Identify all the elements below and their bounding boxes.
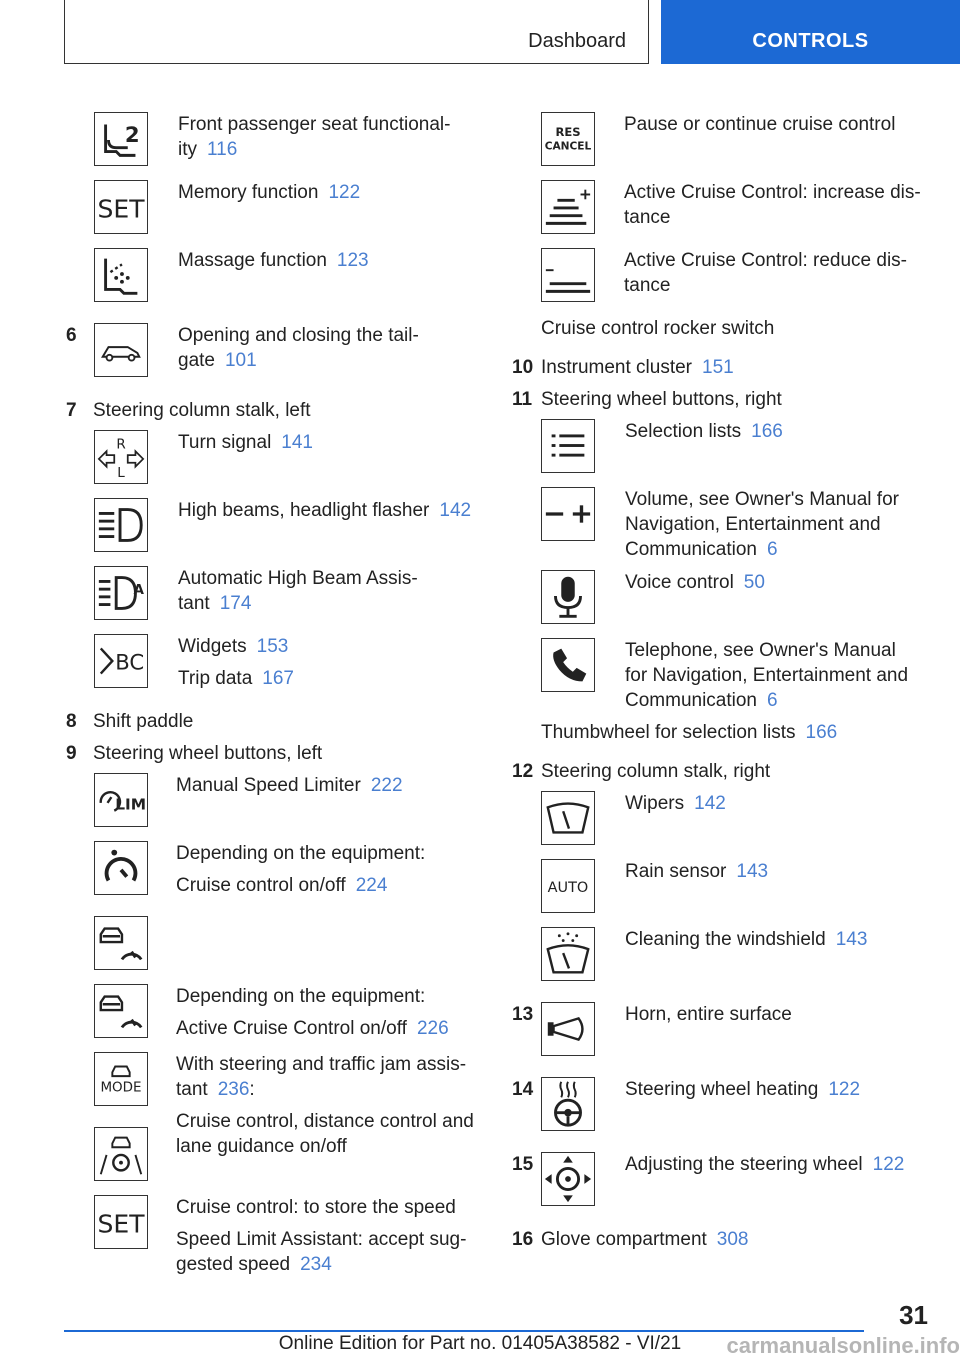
auto-high-beam-label2: tant 174 — [178, 593, 252, 614]
auto-high-beam-label: Automatic High Beam Assis- — [178, 568, 418, 589]
trip-data-label: Trip data 167 — [178, 668, 294, 689]
item-number: 16 — [512, 1229, 534, 1250]
turn-signal-icon — [94, 430, 148, 484]
wiper-icon — [541, 791, 595, 845]
page-ref-link[interactable]: 142 — [439, 500, 472, 521]
page-ref-link[interactable]: 141 — [281, 432, 313, 453]
page-ref-link[interactable]: 142 — [694, 793, 726, 814]
page-ref-link[interactable]: 123 — [336, 250, 369, 271]
page-ref-link[interactable]: 166 — [805, 722, 838, 743]
steering-buttons-left-label: Steering wheel buttons, left — [93, 743, 323, 764]
wheel-adjust-label: Adjusting the steering wheel 122 — [625, 1154, 905, 1175]
acc-label2: Active Cruise Control on/off 226 — [176, 1018, 449, 1039]
page-ref-link[interactable]: 143 — [835, 929, 868, 950]
horn-label: Horn, entire surface — [625, 1004, 792, 1025]
shift-paddle-label: Shift paddle — [93, 711, 194, 732]
res-cancel-icon — [541, 112, 595, 166]
item-number: 11 — [512, 389, 533, 410]
cruise-label: Depending on the equipment: — [176, 843, 426, 864]
seat-passenger-label2: ity 116 — [178, 139, 238, 160]
item-number: 7 — [66, 400, 77, 421]
auto-high-beam-icon — [94, 566, 148, 620]
tailgate-label: Opening and closing the tail- — [178, 325, 419, 346]
set-speed-label3: gested speed 234 — [176, 1254, 332, 1275]
svg-text:L: L — [117, 465, 125, 482]
page-ref-link[interactable]: 122 — [872, 1154, 905, 1175]
wheel-heating-icon — [541, 1077, 595, 1131]
page-ref-link[interactable]: 143 — [736, 861, 769, 882]
item-number: 13 — [512, 1004, 534, 1025]
page-ref-link[interactable]: 122 — [828, 1079, 861, 1100]
voice-label: Voice control 50 — [625, 572, 765, 593]
assist-label2: tant 236: — [176, 1079, 255, 1100]
high-beam-label: High beams, headlight flasher 142 — [178, 500, 472, 521]
acc-icon — [94, 916, 148, 970]
steering-assist-icon — [94, 1127, 148, 1181]
phone-label: Telephone, see Owner's Manual — [625, 640, 896, 661]
page-ref-link[interactable]: 50 — [743, 572, 765, 593]
list-icon — [541, 419, 595, 473]
distance-increase-icon — [541, 180, 595, 234]
item-number: 9 — [66, 743, 77, 764]
svg-text:MODE: MODE — [100, 1079, 142, 1096]
pause-label: Pause or continue cruise control — [624, 114, 896, 135]
rocker-label: Cruise control rocker switch — [541, 318, 775, 339]
edition-text: Online Edition for Part no. 01405A38582 - VI/21 — [278, 1333, 682, 1354]
phone-label3: Communication 6 — [625, 690, 778, 711]
volume-icon — [541, 487, 595, 541]
item-number: 6 — [66, 325, 77, 346]
widgets-label: Widgets 153 — [178, 636, 289, 657]
assist-label4: lane guidance on/off — [176, 1136, 347, 1157]
page-ref-link[interactable]: 226 — [416, 1018, 449, 1039]
tailgate-icon — [94, 323, 148, 377]
item-number: 12 — [512, 761, 534, 782]
page-ref-link[interactable]: 166 — [751, 421, 783, 442]
assist-label3: Cruise control, distance control and — [176, 1111, 474, 1132]
svg-text:A: A — [133, 581, 144, 598]
assist-label: With steering and traffic jam assis- — [176, 1054, 467, 1075]
item-number: 8 — [66, 711, 77, 732]
page-ref-link[interactable]: 101 — [224, 350, 257, 371]
horn-icon — [541, 1002, 595, 1056]
svg-text:SET: SET — [97, 1209, 145, 1239]
turn-signal-label: Turn signal 141 — [178, 432, 313, 453]
tab-controls-label: CONTROLS — [752, 30, 869, 52]
cleaning-label: Cleaning the windshield 143 — [625, 929, 868, 950]
speed-limiter-label: Manual Speed Limiter 222 — [176, 775, 403, 796]
page-ref-link[interactable]: 167 — [262, 668, 294, 689]
page-ref-link[interactable]: 236 — [217, 1079, 250, 1100]
glove-box-label: Glove compartment 308 — [541, 1229, 749, 1250]
volume-label2: Navigation, Entertainment and — [625, 514, 881, 535]
page-ref-link[interactable]: 224 — [355, 875, 388, 896]
page-ref-link[interactable]: 6 — [767, 690, 778, 711]
section-title: Dashboard — [528, 30, 626, 52]
set-icon-2 — [94, 1195, 148, 1249]
rain-sensor-label: Rain sensor 143 — [625, 861, 769, 882]
svg-text:R: R — [116, 436, 126, 453]
stalk-right-label: Steering column stalk, right — [541, 761, 771, 782]
page-ref-link[interactable]: 116 — [207, 139, 238, 160]
bc-icon — [94, 634, 148, 688]
page-ref-link[interactable]: 234 — [300, 1254, 332, 1275]
set-icon — [94, 180, 148, 234]
cluster-label: Instrument cluster 151 — [541, 357, 734, 378]
set-speed-label: Cruise control: to store the speed — [176, 1197, 456, 1218]
item-number: 10 — [512, 357, 534, 378]
watermark: carmanualsonline.info — [726, 1333, 960, 1358]
massage-label: Massage function 123 — [178, 250, 369, 271]
svg-text:SET: SET — [97, 194, 145, 224]
acc-increase-label: Active Cruise Control: increase dis- — [624, 182, 921, 203]
header-box — [64, 0, 649, 64]
page-ref-link[interactable]: 122 — [328, 182, 361, 203]
page-ref-link[interactable]: 151 — [702, 357, 734, 378]
seat-icon — [94, 112, 148, 166]
svg-text:BC: BC — [115, 649, 145, 675]
page-ref-link[interactable]: 6 — [767, 539, 778, 560]
mode-icon — [94, 1052, 148, 1106]
wheel-adjust-icon — [541, 1152, 595, 1206]
speed-limiter-icon — [94, 773, 148, 827]
page-ref-link[interactable]: 174 — [219, 593, 252, 614]
auto-icon — [541, 859, 595, 913]
wheel-heating-label: Steering wheel heating 122 — [625, 1079, 861, 1100]
set-speed-label2: Speed Limit Assistant: accept sug- — [176, 1229, 467, 1250]
page-ref-link[interactable]: 153 — [256, 636, 289, 657]
acc-label: Depending on the equipment: — [176, 986, 426, 1007]
tab-controls[interactable] — [661, 0, 960, 64]
page-ref-link[interactable]: 222 — [370, 775, 403, 796]
memory-label: Memory function 122 — [178, 182, 361, 203]
tailgate-label2: gate 101 — [178, 350, 257, 371]
wipers-label: Wipers 142 — [625, 793, 726, 814]
footer-divider — [64, 1330, 864, 1332]
item-number: 15 — [512, 1154, 534, 1175]
page-number: 31 — [899, 1300, 928, 1330]
svg-text:AUTO: AUTO — [547, 879, 589, 896]
svg-text:RES: RES — [555, 125, 581, 140]
svg-text:CANCEL: CANCEL — [544, 140, 592, 153]
acc-increase-label2: tance — [624, 207, 671, 228]
washer-icon — [541, 927, 595, 981]
selection-lists-label: Selection lists 166 — [625, 421, 783, 442]
acc-reduce-label2: tance — [624, 275, 671, 296]
acc-reduce-label: Active Cruise Control: reduce dis- — [624, 250, 907, 271]
steering-buttons-right-label: Steering wheel buttons, right — [541, 389, 782, 410]
microphone-icon — [541, 570, 595, 624]
cruise-control-icon — [94, 841, 148, 895]
stalk-left-label: Steering column stalk, left — [93, 400, 311, 421]
item-number: 14 — [512, 1079, 534, 1100]
massage-icon — [94, 248, 148, 302]
high-beam-icon — [94, 498, 148, 552]
svg-text:2: 2 — [124, 121, 140, 147]
seat-passenger-label: Front passenger seat functional- — [178, 114, 451, 135]
page-ref-link[interactable]: 308 — [716, 1229, 749, 1250]
volume-label: Volume, see Owner's Manual for — [625, 489, 899, 510]
acc-icon-2 — [94, 984, 148, 1038]
volume-label3: Communication 6 — [625, 539, 778, 560]
cruise-label2: Cruise control on/off 224 — [176, 875, 388, 896]
thumbwheel-label: Thumbwheel for selection lists 166 — [541, 722, 838, 743]
distance-decrease-icon — [541, 248, 595, 302]
svg-text:LIM: LIM — [115, 795, 147, 814]
phone-label2: for Navigation, Entertainment and — [625, 665, 909, 686]
phone-icon — [541, 638, 595, 692]
